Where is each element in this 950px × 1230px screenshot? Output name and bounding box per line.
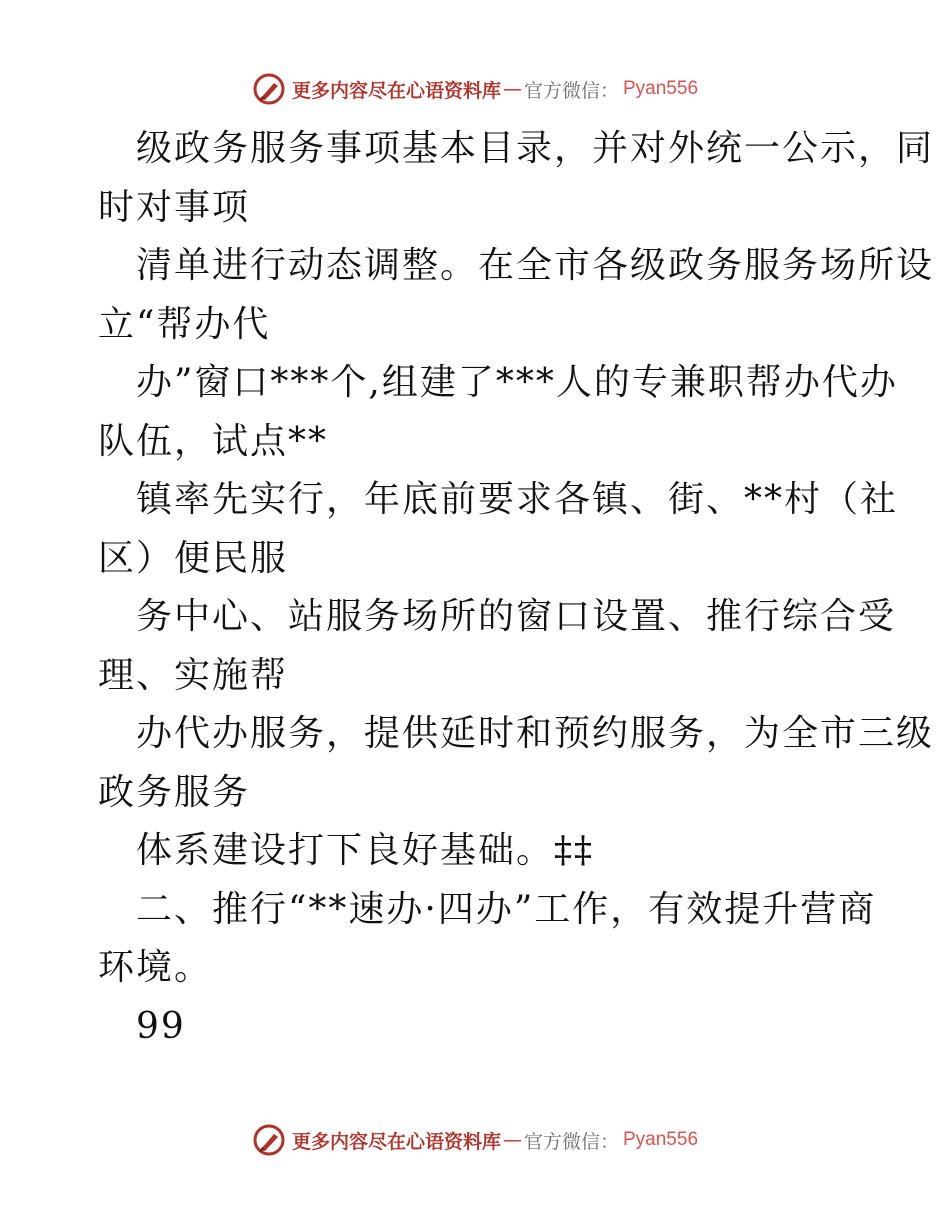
watermark-main-text: 更多内容尽在心语资料库 xyxy=(291,79,501,102)
pen-logo-icon xyxy=(252,1123,286,1157)
body-line: 理、实施帮 xyxy=(98,654,289,696)
body-line: 政务服务 xyxy=(98,771,251,813)
body-line: 清单进行动态调整。在全市各级政务服务场所设 xyxy=(136,245,935,286)
body-line: 务中心、站服务场所的窗口设置、推行综合受 xyxy=(136,596,897,637)
pen-logo-icon xyxy=(252,72,286,106)
watermark-dash: — xyxy=(502,1129,522,1151)
document-body xyxy=(98,120,935,1056)
page-number: 99 xyxy=(136,1005,186,1047)
watermark-footer xyxy=(0,1123,950,1157)
body-line: 立“帮办代 xyxy=(98,303,271,345)
watermark-header xyxy=(0,72,950,106)
watermark-main-text: 更多内容尽在心语资料库 xyxy=(291,1130,501,1153)
body-line: 体系建设打下良好基础。‡‡ xyxy=(136,830,595,871)
body-line: 区）便民服 xyxy=(98,537,289,579)
body-line: 环境。 xyxy=(98,947,213,988)
watermark-sub-text: 官方微信： xyxy=(523,79,619,102)
watermark-id: Pyan556 xyxy=(623,1129,699,1150)
body-line: 队伍，试点** xyxy=(98,420,329,462)
body-line: 时对事项 xyxy=(98,186,251,228)
body-line: 镇率先实行，年底前要求各镇、街、**村（社 xyxy=(136,479,899,520)
section-heading: 二、推行“**速办·四办”工作，有效提升营商 xyxy=(136,888,877,930)
body-line: 办”窗口***个,组建了***人的专兼职帮办代办 xyxy=(136,362,898,403)
watermark-sub-text: 官方微信： xyxy=(523,1130,619,1153)
watermark-dash: — xyxy=(502,78,522,100)
body-line: 级政务服务事项基本目录，并对外统一公示，同 xyxy=(136,128,935,169)
watermark-id: Pyan556 xyxy=(623,78,699,99)
body-line: 办代办服务，提供延时和预约服务，为全市三级 xyxy=(136,713,935,754)
